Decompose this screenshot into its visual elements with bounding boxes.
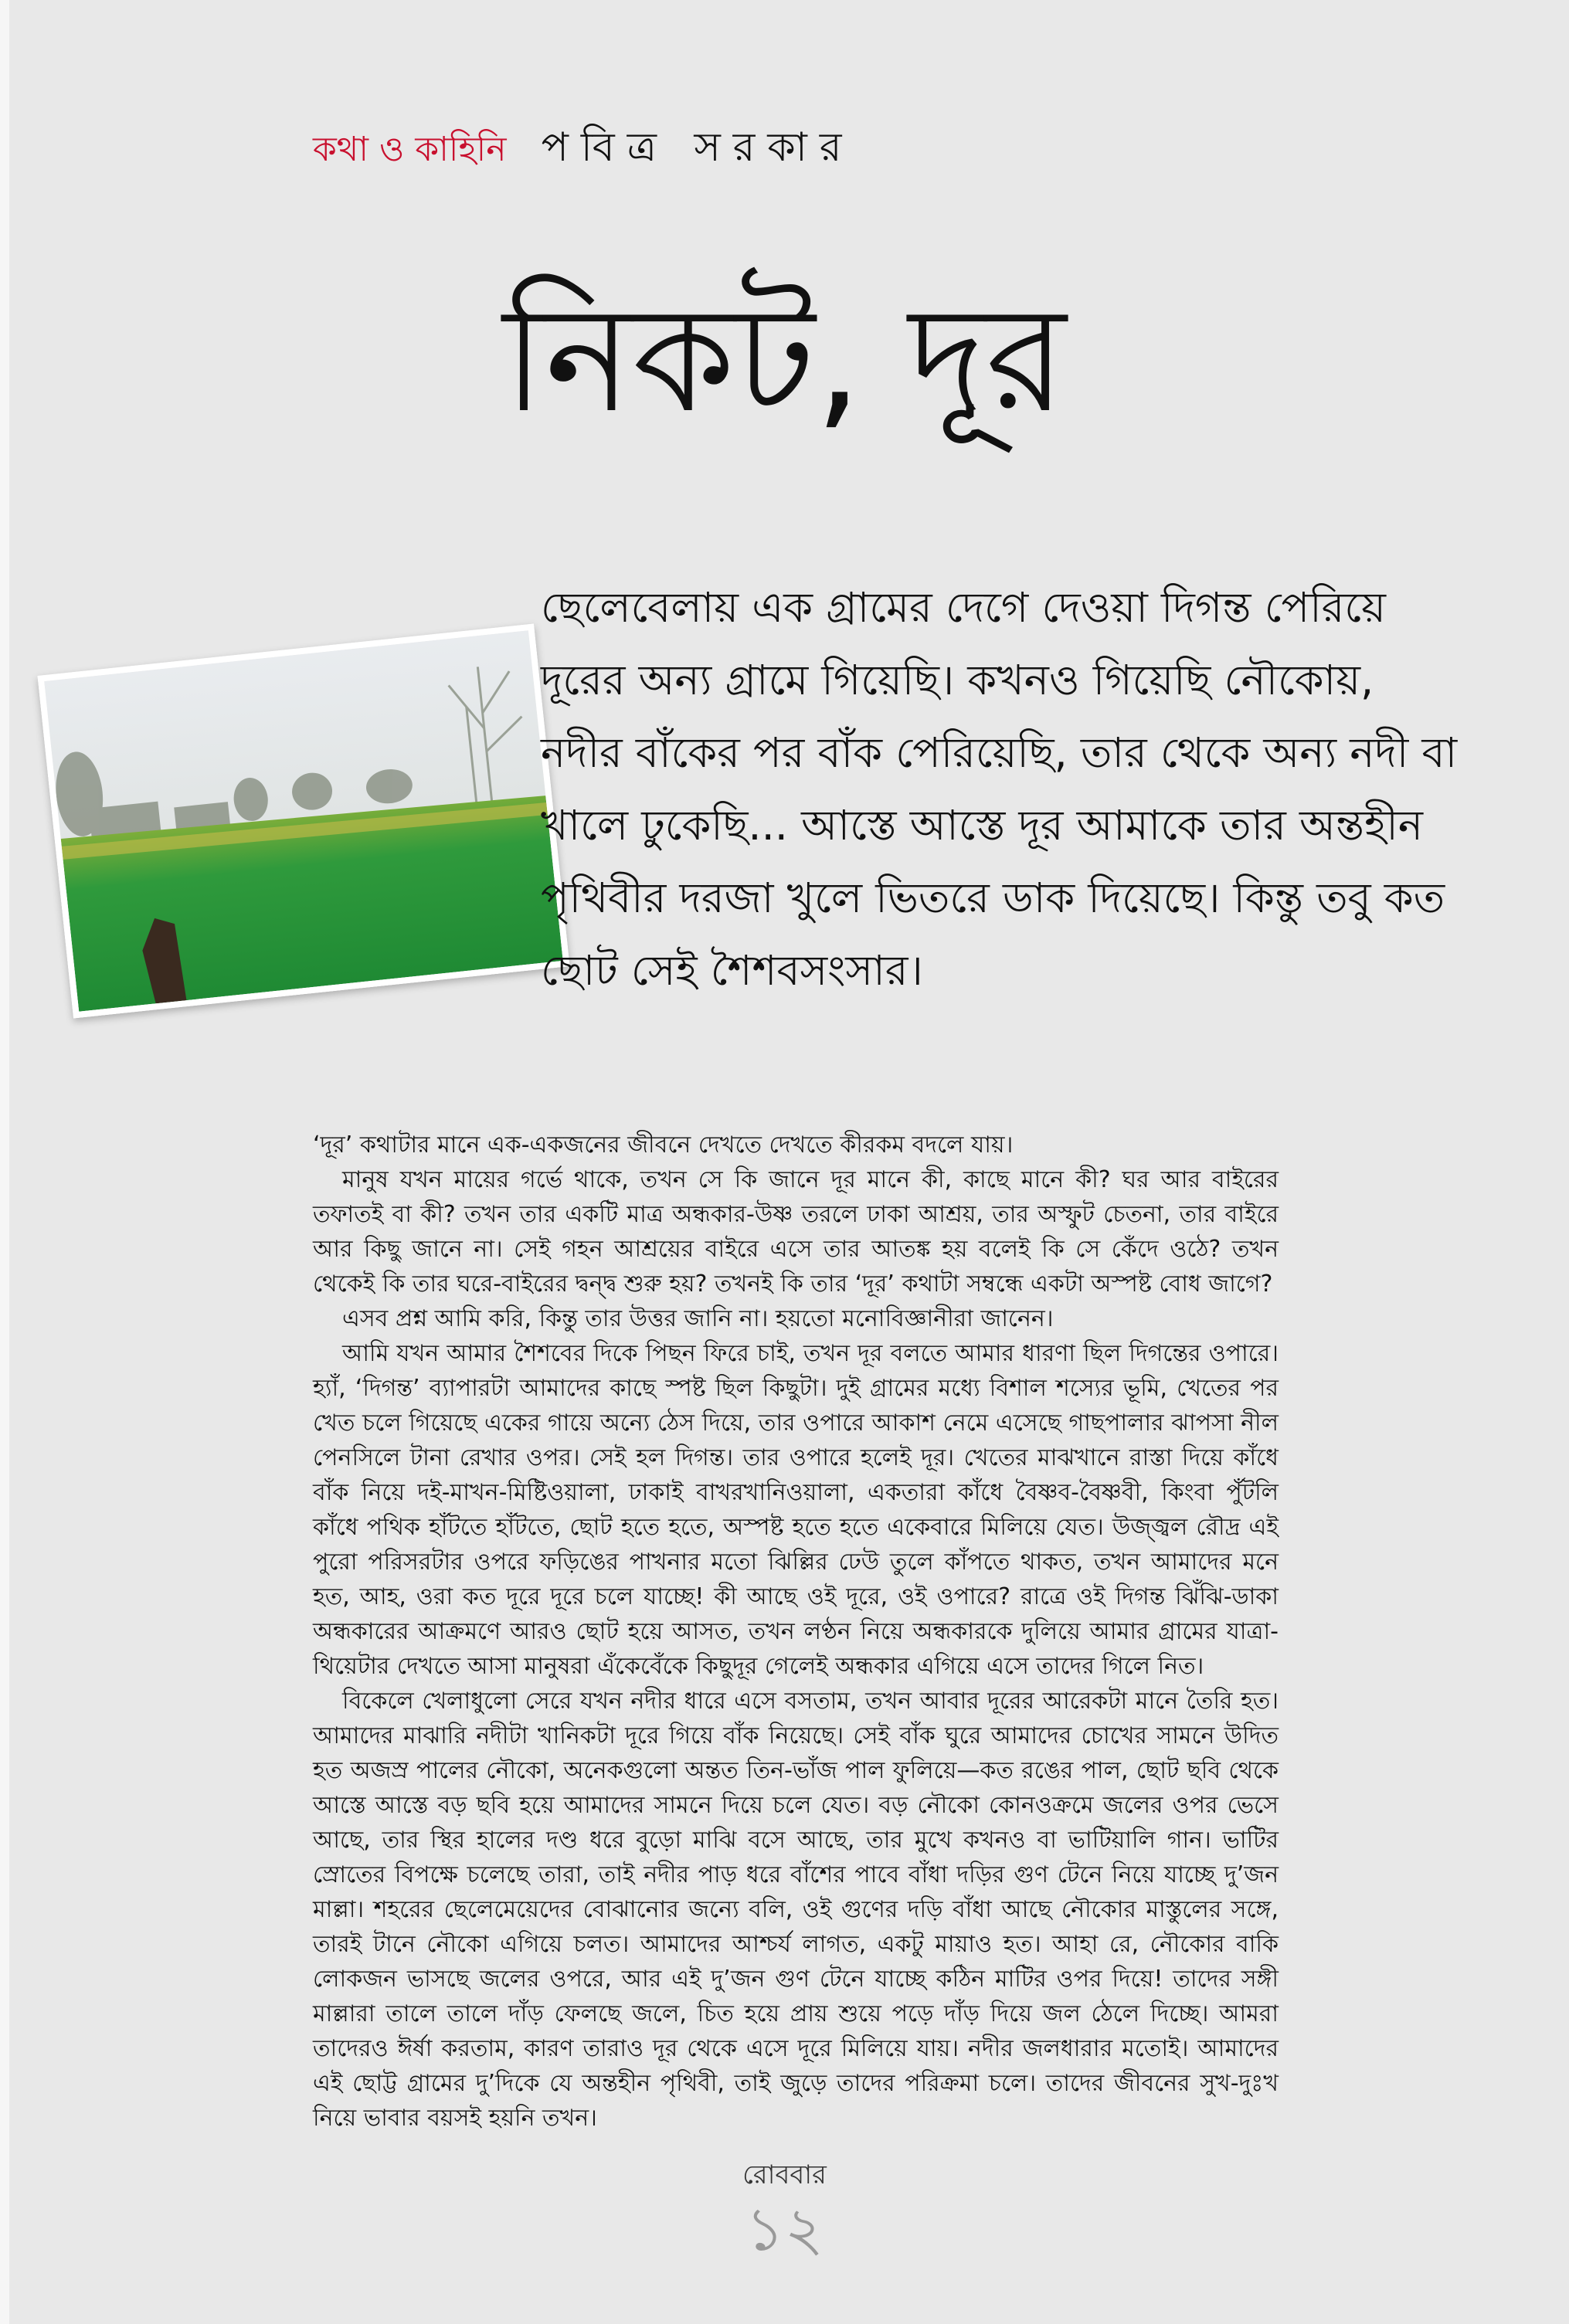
- field-photo-image: [44, 630, 562, 1011]
- article-header: [313, 116, 854, 183]
- article-title: নিকট, দূর: [502, 274, 1067, 445]
- intro-paragraph: ছেলেবেলায় এক গ্রামের দেগে দেওয়া দিগন্ত পেরিয়ে দূরের অন্য গ্রামে গিয়েছি। কখনও গিয়েছি নৌকোয়, নদীর বাঁকের পর বাঁক পেরিয়েছি, তার থেকে অন্য নদী বা খালে ঢুকেছি... আস্তে আস্তে দূর আমাকে তার অন্তহীন পৃথিবীর দরজা খুলে ভিতরে ডাক দিয়েছে। কিন্তু তবু কত ছোট সেই শৈশবসংসার।: [541, 583, 1458, 995]
- field-photo: [37, 623, 569, 1018]
- body-paragraph: ‘দূর’ কথাটার মানে এক-একজনের জীবনে দেখতে দেখতে কীরকম বদলে যায়।: [313, 1131, 1014, 1159]
- section-label: কথা ও কাহিনি: [313, 130, 507, 169]
- body-paragraph: আমি যখন আমার শৈশবের দিকে পিছন ফিরে চাই, তখন দূর বলতে আমার ধারণা ছিল দিগন্তের ওপারে। হ্যাঁ, ‘দিগন্ত’ ব্যাপারটা আমাদের কাছে স্পষ্ট ছিল কিছুটা। দুই গ্রামের মধ্যে বিশাল শস্যের ভূমি, খেতের পর খেত চলে গিয়েছে একের গায়ে অন্যে ঠেস দিয়ে, তার ওপারে আকাশ নেমে এসেছে গাছপালার ঝাপসা নীল পেনসিলে টানা রেখার ওপর। সেই হল দিগন্ত। তার ওপারে হলেই দূর। খেতের মাঝখানে রাস্তা দিয়ে কাঁধে বাঁক নিয়ে দই-মাখন-মিষ্টিওয়ালা, ঢাকাই বাখরখানিওয়ালা, একতারা কাঁধে বৈষ্ণব-বৈষ্ণবী, কিংবা পুঁটলি কাঁধে পথিক হাঁটতে হাঁটতে, ছোট হতে হতে, অস্পষ্ট হতে হতে একেবারে মিলিয়ে যেত। উজ্জ্বল রৌদ্র এই পুরো পরিসরটার ওপরে ফড়িঙের পাখনার মতো ঝিল্লির ঢেউ তুলে কাঁপতে থাকত, তখন আমাদের মনে হত, আহ, ওরা কত দূরে দূরে চলে যাচ্ছে! কী আছে ওই দূরে, ওই ওপারে? রাত্রে ওই দিগন্ত ঝিঁঝি-ডাকা অন্ধকারের আক্রমণে আরও ছোট হয়ে আসত, তখন লণ্ঠন নিয়ে অন্ধকারকে দুলিয়ে আমার গ্রামের যাত্রা-থিয়েটার দেখতে আসা মানুষরা এঁকেবেঁকে কিছুদূর গেলেই অন্ধকার এগিয়ে এসে তাদের গিলে নিত।: [313, 1340, 1279, 1680]
- page-footer: [0, 2155, 1569, 2265]
- body-paragraph: মানুষ যখন মায়ের গর্ভে থাকে, তখন সে কি জানে দূর মানে কী, কাছে মানে কী? ঘর আর বাইরের তফাতই বা কী? তখন তার একটি মাত্র অন্ধকার-উষ্ণ তরলে ঢাকা আশ্রয়, তার অস্ফুট চেতনা, তার বাইরে আর কিছু জানে না। সেই গহন আশ্রয়ের বাইরে এসে তার আতঙ্ক হয় বলেই কি সে কেঁদে ওঠে? তখন থেকেই কি তার ঘরে-বাইরের দ্বন্দ্ব শুরু হয়? তখনই কি তার ‘দূর’ কথাটা সম্বন্ধে একটা অস্পষ্ট বোধ জাগে?: [313, 1166, 1279, 1298]
- body-paragraph: বিকেলে খেলাধুলো সেরে যখন নদীর ধারে এসে বসতাম, তখন আবার দূরের আরেকটা মানে তৈরি হত। আমাদের মাঝারি নদীটা খানিকটা দূরে গিয়ে বাঁক নিয়েছে। সেই বাঁক ঘুরে আমাদের চোখের সামনে উদিত হত অজস্র পালের নৌকো, অনেকগুলো অন্তত তিন-ভাঁজ পাল ফুলিয়ে—কত রঙের পাল, ছোট ছবি থেকে আস্তে আস্তে বড় ছবি হয়ে আমাদের সামনে দিয়ে চলে যেত। বড় নৌকো কোনওক্রমে জলের ওপর ভেসে আছে, তার স্থির হালের দণ্ড ধরে বুড়ো মাঝি বসে আছে, তার মুখে কখনও বা ভাটিয়ালি গান। ভাটির স্রোতের বিপক্ষে চলেছে তারা, তাই নদীর পাড় ধরে বাঁশের পাবে বাঁধা দড়ির গুণ টেনে নিয়ে যাচ্ছে দু’জন মাল্লা। শহরের ছেলেমেয়েদের বোঝানোর জন্যে বলি, ওই গুণের দড়ি বাঁধা আছে নৌকোর মাস্তুলের সঙ্গে, তারই টানে নৌকো এগিয়ে চলত। আমাদের আশ্চর্য লাগত, একটু মায়াও হত। আহা রে, নৌকোর বাকি লোকজন ভাসছে জলের ওপরে, আর এই দু’জন গুণ টেনে যাচ্ছে কঠিন মাটির ওপর দিয়ে! তাদের সঙ্গী মাল্লারা তালে তালে দাঁড় ফেলছে জলে, চিত হয়ে প্রায় শুয়ে পড়ে দাঁড় দিয়ে জল ঠেলে দিচ্ছে। আমরা তাদেরও ঈর্ষা করতাম, কারণ তারাও দূর থেকে এসে দূরে মিলিয়ে যায়। নদীর জলধারার মতোই। আমাদের এই ছোট্ট গ্রামের দু’দিকে যে অন্তহীন পৃথিবী, তাই জুড়ে তাদের পরিক্রমা চলে। তাদের জীবনের সুখ-দুঃখ নিয়ে ভাবার বয়সই হয়নি তখন।: [313, 1688, 1279, 2132]
- author-name: পবিত্র সরকার: [541, 124, 854, 171]
- article-body: [313, 1128, 1279, 2136]
- body-paragraph: এসব প্রশ্ন আমি করি, কিন্তু তার উত্তর জানি না। হয়তো মনোবিজ্ঞানীরা জানেন।: [342, 1305, 1054, 1332]
- page-number: ১২: [745, 2195, 824, 2265]
- magazine-name: রোববার: [742, 2159, 827, 2190]
